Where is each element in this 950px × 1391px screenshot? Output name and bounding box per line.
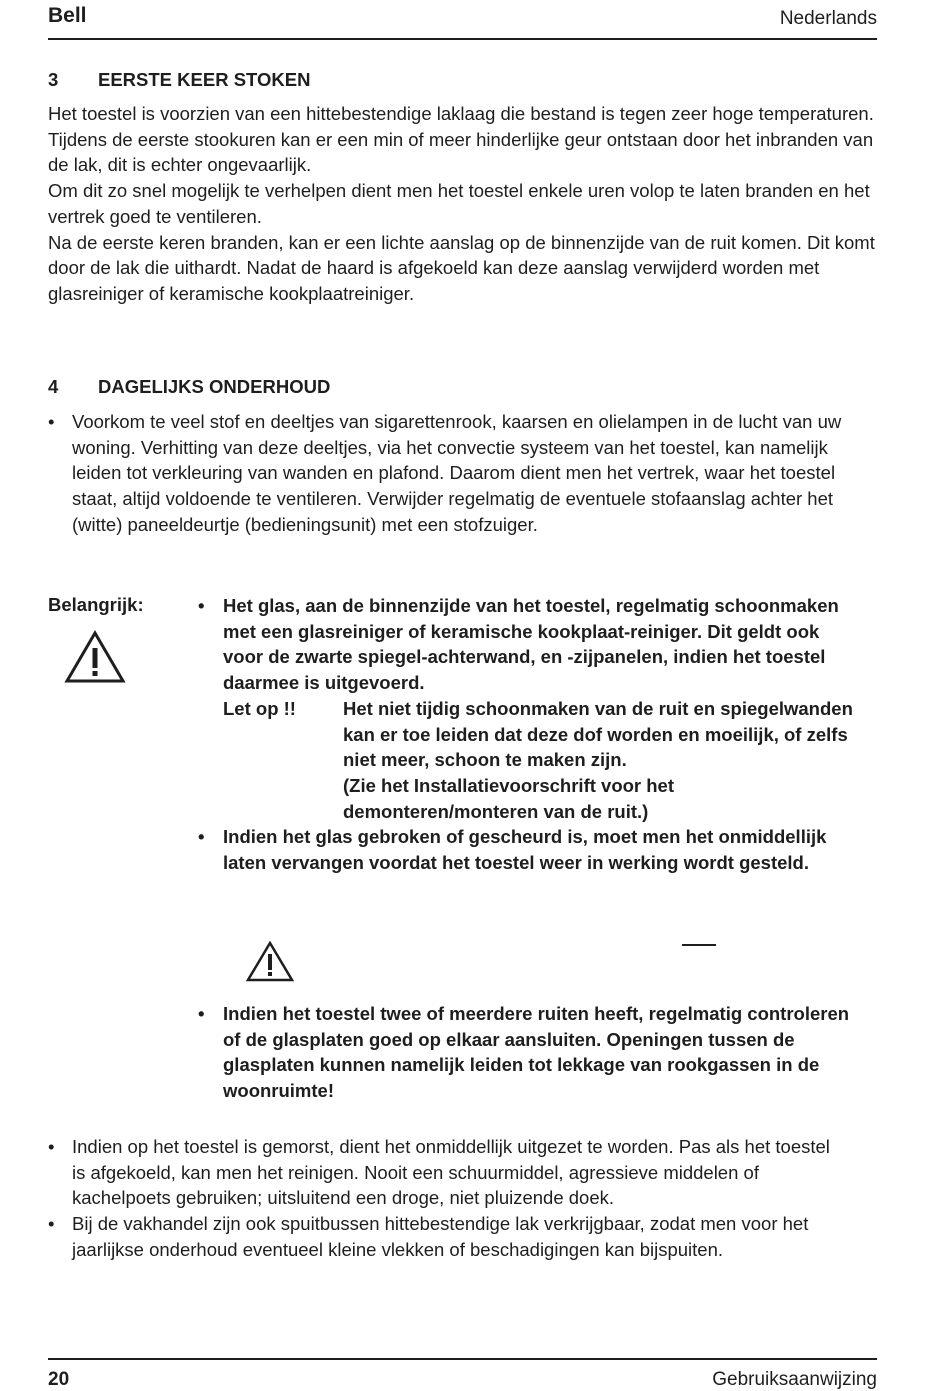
important-item: • Indien het glas gebroken of gescheurd is, moet men het onmiddellijk laten vervangen voordat het toestel weer in werking wordt gesteld.	[198, 824, 858, 875]
important-text: • Het glas, aan de binnenzijde van het toestel, regelmatig schoonmaken met een glasreiniger of keramische kookplaat-reiniger. Dit geldt ook voor de zwarte spiegel-achterwand, en -zijpanelen, indien het toestel daarmee is uitgevoerd.	[223, 595, 839, 694]
note-block	[223, 696, 858, 825]
page-number: 20	[48, 1369, 70, 1390]
document-name: Gebruiksaanwijzing	[712, 1369, 877, 1390]
warning-triangle-icon	[246, 941, 294, 982]
maintenance-list-top	[48, 409, 858, 538]
list-item: • Indien op het toestel is gemorst, dient het onmiddellijk uitgezet te worden. Pas als het toestel is afgekoeld, kan men het reinigen. Nooit een schuurmiddel, agressieve middelen of kachelpoets gebruiken; uitsluitend een droge, niet pluizende doek.	[48, 1134, 838, 1211]
section-number: 3	[48, 69, 59, 90]
section-3-body	[48, 101, 878, 307]
section-heading: DAGELIJKS ONDERHOUD	[98, 376, 331, 397]
paragraph: Het toestel is voorzien van een hittebestendige laklaag die bestand is tegen zeer hoge temperaturen.	[48, 103, 874, 124]
maintenance-list-bottom	[48, 1134, 838, 1263]
warning-triangle-icon	[64, 630, 126, 684]
section-3-title	[48, 69, 310, 91]
section-number: 4	[48, 376, 59, 397]
note-text: Het niet tijdig schoonmaken van de ruit en spiegelwanden kan er toe leiden dat deze dof worden en moeilijk, of zelfs niet meer, schoon te maken zijn.	[343, 697, 853, 771]
divider	[682, 944, 716, 946]
section-heading: EERSTE KEER STOKEN	[98, 69, 311, 90]
important-list	[198, 593, 858, 876]
paragraph: Tijdens de eerste stookuren kan er een min of meer hinderlijke geur ontstaan door het inbranden van de lak, dit is echter ongevaarlijk.	[48, 128, 874, 176]
important-label: Belangrijk:	[48, 594, 144, 615]
list-item: • Voorkom te veel stof en deeltjes van sigarettenrook, kaarsen en olielampen in de lucht van uw woning. Verhitting van deze deeltjes, via het convectie systeem van het toestel, kan namelijk leiden tot verkleuring van wanden en plafond. Daarom dient men het vertrek, waar het toestel staat, altijd voldoende te ventileren. Verwijder regelmatig de eventuele stofaanslag achter het (witte) paneeldeurtje (bedieningsunit) met een stofzuiger.	[48, 409, 858, 538]
paragraph: Om dit zo snel mogelijk te verhelpen dient men het toestel enkele uren volop te laten branden en het vertrek goed te ventileren.	[48, 180, 870, 227]
note-label: Let op !!	[223, 697, 296, 719]
language-label: Nederlands	[779, 8, 877, 29]
section-4-title	[48, 376, 330, 398]
important-item: • Indien het toestel twee of meerdere ruiten heeft, regelmatig controleren of de glasplaten goed op elkaar aansluiten. Openingen tussen de glasplaten kunnen namelijk leiden tot lekkage van rookgassen in de woonruimte!	[198, 1001, 858, 1104]
note-reference: (Zie het Installatievoorschrift voor het demonteren/monteren van de ruit.)	[343, 774, 675, 822]
list-item: • Bij de vakhandel zijn ook spuitbussen hittebestendige lak verkrijgbaar, zodat men voor het jaarlijkse onderhoud eventueel kleine vlekken of beschadigingen kan bijspuiten.	[48, 1211, 838, 1262]
brand-name: Bell	[48, 4, 87, 27]
paragraph: Na de eerste keren branden, kan er een lichte aanslag op de binnenzijde van de ruit komen. Dit komt door de lak die uithardt. Nadat de haard is afgekoeld kan deze aanslag verwijderd worden met glasreiniger of keramische kookplaatreiniger.	[48, 231, 875, 304]
important-item	[198, 593, 858, 824]
page-header	[48, 2, 877, 40]
important-list-continued	[198, 1001, 858, 1104]
note-content	[343, 696, 858, 825]
footer-divider	[48, 1358, 877, 1360]
